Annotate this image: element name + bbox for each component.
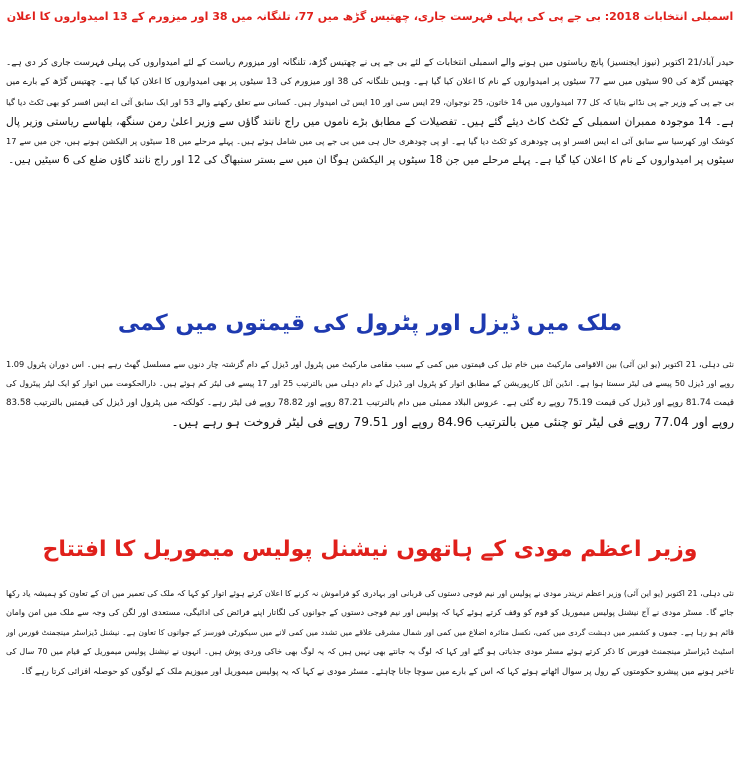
article-body: [6, 355, 734, 433]
article-line: قیمت 81.74 روپے اور ڈیزل کی قیمت 75.19 روپے رہ گئی ہے۔ عروس البلاد ممبئی میں دام بالترتیب 87.21 روپے اور 78.82 روپے فی لیٹر رہے۔ کولکتہ میں پٹرول اور ڈیزل کی قیمتیں بالترتیب 83.58: [6, 397, 734, 408]
article-headline: ملک میں ڈیزل اور پٹرول کی قیمتوں میں کمی: [117, 311, 623, 336]
article-assembly-elections: [6, 0, 734, 170]
article-line: روپے اور ڈیزل 50 پیسے فی لیٹر سستا ہوا ہے۔ انڈین آئل کارپوریشن کے مطابق اتوار کو پٹرول اور ڈیزل کے دام دہلی میں بالترتیب 25 اور 17 پیسے فی لیٹر کم ہوئے ہیں۔ دارالحکومت میں اتوار کو ایک لیٹر پیٹرول کی: [6, 379, 734, 389]
article-headline: وزیر اعظم مودی کے ہاتھوں نیشنل پولیس میموریل کا افتتاح: [42, 537, 698, 562]
article-line: سیٹوں پر امیدواروں کے نام کا اعلان کیا گیا ہے۔ پہلے مرحلے میں جن 18 سیٹوں پر الیکشن ہوگا ان میں سے بستر سنبھاگ کی 12 اور راج نانند گاؤں ضلع کی 6 سیٹیں ہیں۔: [8, 155, 734, 167]
article-police-memorial: [6, 528, 734, 681]
article-body: [6, 584, 734, 681]
article-line: نئی دہلی، 21 اکتوبر (یو این آئی) وزیر اعظم نریندر مودی نے پولیس اور نیم فوجی دستوں کی قربانی اور بہادری کو فراموش نہ کرنے کا اعلان کرتے ہوئے اتوار کو کہا کہ ملک کی تعمیر میں ان کے تعاون کو ہمیشہ یاد رکھا: [6, 589, 734, 598]
article-line: کوشک اور کھرسیا سے سابق آئی اے ایس افسر او پی چودھری کو ٹکٹ دیا گیا ہے۔ او پی چودھری حال ہی میں بی جے پی میں شامل ہوئے ہیں۔ پہلے مرحلے میں 18 سیٹوں پر الیکشن ہونے ہیں، جن میں سے 17: [6, 135, 734, 146]
article-line: روپے اور 77.04 روپے فی لیٹر تو چنئی میں بالترتیب 84.96 روپے اور 79.51 روپے فی لیٹر فروخت ہو رہے ہیں۔: [171, 415, 734, 430]
article-body: [6, 54, 734, 170]
article-line: اسٹیٹ ڈیزاسٹر مینجمنٹ فورس کا ذکر کرتے ہوئے مسٹر مودی جذباتی ہو گئے اور کہا کہ لوگ یہ جانتے بھی نہیں ہیں کہ یہ لوگ بھی خاکی وردی پوش ہیں۔ انہوں نے نیشنل پولیس میموریل کے قیام میں 70 سال کی: [6, 647, 734, 657]
article-line: تاخیر ہونے میں پیشرو حکومتوں کے رول پر سوال اٹھاتے ہوئے کہا کہ اس کے بارے میں سوچا جانا چاہئے۔ مسٹر مودی نے کہا کہ یہ پولیس میموریل اور میوزیم ملک کے لوگوں کو حوصلہ افزائی کرتا رہے گا۔: [20, 665, 734, 676]
article-line: جائے گا۔ مسٹر مودی نے آج نیشنل پولیس میموریل کو قوم کو وقف کرتے ہوئے کہا کہ پولیس اور نیم فوجی دستوں کے جوانوں کی لگاتار اپنے فرائض کی ادائیگی، مستعدی اور لگن کی وجہ سے ملک میں امن وامان: [6, 607, 734, 618]
article-line: قائم ہو رہا ہے۔ جموں و کشمیر میں دہشت گردی میں کمی، نکسل متاثرہ اضلاع میں کمی اور شمال مشرقی علاقے میں تشدد میں کمی لانے میں سیکورٹی فورسز کے جوانوں کا تعاون ہے۔ نیشنل ڈیزاسٹر مینجمنٹ فورس اور: [6, 627, 734, 637]
article-line: چھتیس گڑھ کی 90 سیٹوں میں سے 77 سیٹوں پر امیدواروں کے نام کا اعلان کیا گیا ہے۔ وہیں تلنگانہ کی 38 اور میزورم کی 13 سیٹوں پر بھی امیدواروں کا اعلان کیا گیا ہے۔ چھتیس گڑھ کے بارے میں: [6, 77, 734, 88]
article-line: حیدر آباد/21 اکتوبر (نیوز ایجنسیز) پانچ ریاستوں میں ہونے والے اسمبلی انتخابات کے لئے بی جے پی نے چھتیس گڑھ، تلنگانہ اور میزورم ریاست کے لئے امیدواروں کی پہلی فہرست جاری کر دی ہے۔: [6, 58, 734, 68]
article-fuel-prices: [6, 303, 734, 433]
article-line: بی جے پی کے وزیر جے پی نڈانے بتایا کہ کل 77 امیدواروں میں 14 خاتون، 25 نوجوان، 29 ایس سی اور 10 ایس ٹی امیدوار ہیں۔ کسانی سے تعلق رکھنے والے 53 اور ایک سابق آئی اے ایس افسر کو بھی ٹکٹ دیا گیا: [6, 96, 734, 107]
article-line: ہے۔ 14 موجودہ ممبران اسمبلی کے ٹکٹ کاٹ دیئے گئے ہیں۔ تفصیلات کے مطابق بڑے ناموں میں راج نانند گاؤں سے وزیر اعلیٰ رمن سنگھ، بلھاسے ریاستی وزیر پال: [6, 115, 734, 129]
article-headline: اسمبلی انتخابات 2018: بی جے پی کی پہلی فہرست جاری، چھتیس گڑھ میں 77، تلنگانہ میں 38 اور میزورم کے 13 امیدواروں کا اعلان: [6, 10, 734, 23]
article-line: نئی دہلی، 21 اکتوبر (یو این آئی) بین الاقوامی مارکیٹ میں خام تیل کی قیمتوں میں کمی کے سبب مقامی مارکیٹ میں پٹرول اور ڈیزل کے دام گزشتہ چار دنوں سے مسلسل گھٹ رہے ہیں۔ اس دوران پٹرول 1.09: [6, 359, 734, 369]
